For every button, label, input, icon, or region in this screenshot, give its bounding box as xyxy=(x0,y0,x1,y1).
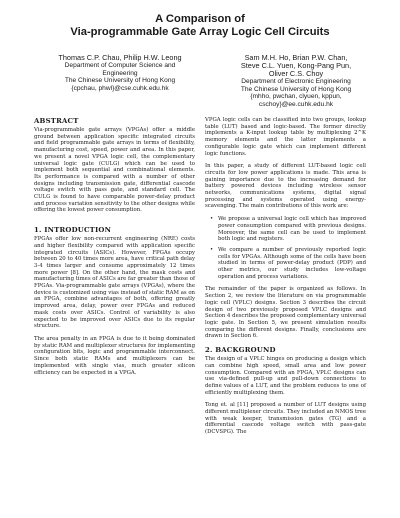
author-names-right-line-1: Sam M.H. Ho, Brian P.W. Chan, xyxy=(244,53,348,62)
introduction-paragraph-1: FPGAs offer low non-recurrent engineering (NRE) costs and higher flexibility compared with application specific integrated circuits (ASICs). However, FPGAs occupy between 20 to 40 times more area, have critical path delay 3-4 times larger and consume approximately 12 times more power [8]. On the other hand, the mask costs and manufacturing times of ASICs are far greater than those of FPGAs. Via-programmable gate arrays (VPGAs), where the device is customized using vias instead of static RAM as on an FPGA, combine advantages of both, offering greatly improved area, delay, power over FPGAs and reduced mask costs over ASICs. Control of variability is also expected to be improved over ASICs due to its regular structure. xyxy=(34,236,195,330)
contributions-list xyxy=(205,216,366,280)
affiliation-university-right: The Chinese University of Hong Kong xyxy=(240,85,352,93)
body-paragraph-2: In this paper, a study of different LUT-based logic cell circuits for low power applications is made. This area is gaining importance due to the increasing demand for battery powered devices including wireless sensor networks, communications systems, digital signal processing and systems operated using energy-scavenging. The main contributions of this work are: xyxy=(205,163,366,210)
abstract-heading: ABSTRACT xyxy=(34,117,79,125)
affiliation-university-left: The Chinese University of Hong Kong xyxy=(64,77,176,85)
author-names-left: Thomas C.P. Chau, Philip H.W. Leong xyxy=(58,53,182,62)
paper-title xyxy=(0,13,400,39)
introduction-heading: 1. INTRODUCTION xyxy=(34,226,112,235)
body-paragraph-3: The remainder of the paper is organized as follows. In Section 2, we review the literature on via programmable logic cell (VPLC) designs. Section 3 describes the circuit design of two previously proposed VPLC designs and Section 4 describes the proposed complementary universal logic gate. In Section 5, we present simulation results comparing the different designs. Finally, conclusions are drawn in Section 6. xyxy=(205,286,366,340)
author-names-right-line-3: Oliver C.S. Choy xyxy=(268,69,324,79)
title-line-1: A Comparison of xyxy=(155,13,245,25)
affiliation-dept-line-2: Engineering xyxy=(102,69,138,77)
introduction-paragraph-2: The area penalty in an FPGA is due to it being dominated by static RAM and multiplexer structures for implementing configuration bits, logic and programmable interconnect. Since both static RAMs and multiplexers can be implemented with single vias, much greater silicon efficiency can be expected in a VPGA. xyxy=(34,335,195,376)
affiliation-dept-right: Department of Electronic Engineering xyxy=(241,78,351,86)
body-paragraph-4: The design of a VPLC hinges on producing a design which can combine high speed, small area and low power consumption. Compared with an FPGA, VPLC designs can use via-defined pull-up and pull-down connections to define values of a LUT, and the problem reduces to one of efficiently multiplexing them. xyxy=(205,356,366,396)
list-item: • We compare a number of previously reported logic cells for VPGAs. Although some of the cells have been studied in terms of power-delay product (PDP) and other metrics, our study includes low-voltage operation and process variations. xyxy=(218,247,366,281)
author-names-right-line-2: Steve C.L. Yuen, Kong-Pang Pun, xyxy=(240,61,352,71)
author-email-left: {cpchau, phwl}@cse.cuhk.edu.hk xyxy=(71,84,169,92)
author-email-right-line-2: cschoy}@ee.cuhk.edu.hk xyxy=(258,101,334,109)
list-item: • We propose a universal logic cell which has improved power consumption compared with previous designs. Moreover, the same cell can be used to implement both logic and registers. xyxy=(218,216,366,243)
left-column xyxy=(34,117,195,382)
title-line-2: Via-programmable Gate Array Logic Cell Circuits xyxy=(70,26,330,38)
authors-left xyxy=(40,54,200,92)
right-column xyxy=(205,117,366,442)
body-paragraph-5: Tong et. al [11] proposed a number of LUT designs using different multiplexer circuits. They included an NMOS tree with weak keeper, transmission gates (TG) and a differential cascode voltage switch with pass-gate (DCVSPG). The xyxy=(205,402,366,436)
author-email-right-line-1: {mhho, pwchan, clyuen, kppun, xyxy=(250,93,342,101)
authors-right xyxy=(216,54,376,109)
abstract-text: Via-programmable gate arrays (VPGAs) offer a middle ground between application specific integrated circuits and field programmable gate arrays in terms of flexibility, manufacturing cost, speed, power and area. In this paper, we present a novel VPGA logic cell, the complementary universal logic gate (CULG) which can be used to implement both sequential and combinational elements. Its performance is compared with a number of other designs including transmission gate, differential cascode voltage switch with pass gate, and standard cell. The CULG is found to have comparable power-delay product and process variation sensitivity to the other designs while offering the lowest power consumption. xyxy=(34,127,195,214)
background-heading: 2. BACKGROUND xyxy=(205,346,276,355)
body-paragraph-1: VPGA logic cells can be classified into two groups, lookup table (LUT) based and logic-based. The former directly implements a K-input lookup table by multiplexing 2^K memory elements and the latter implements a configurable logic gate which can implement different logic functions. xyxy=(205,117,366,157)
affiliation-dept-line-1: Department of Computer Science and xyxy=(64,62,176,70)
